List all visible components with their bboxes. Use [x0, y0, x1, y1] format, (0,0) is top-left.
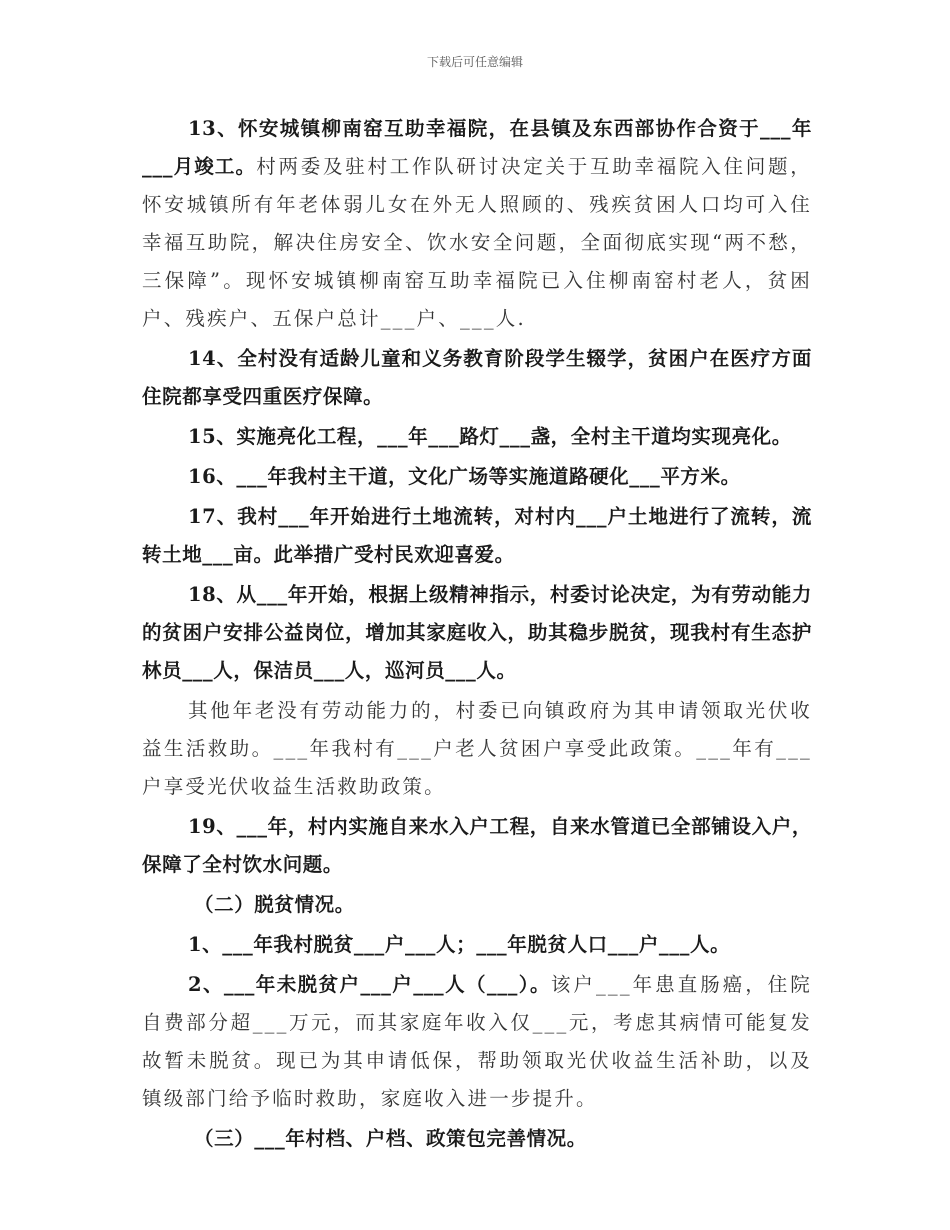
document-body	[142, 110, 812, 1160]
section-heading-3: （三）___年村档、户档、政策包完善情况。	[194, 1127, 587, 1150]
paragraph-13-rest: 村两委及驻村工作队研讨决定关于互助幸福院入住问题，怀安城镇所有年老体弱儿女在外无人照顾的、残疾贫困人口均可入住幸福互助院，解决住房安全、饮水安全问题，全面彻底实现“两不愁，三保障”。现怀安城镇柳南窑互助幸福院已入住柳南窑村老人，贫困户、残疾户、五保户总计___户、___人.	[142, 155, 812, 330]
paragraph-16: 16、___年我村主干道，文化广场等实施道路硬化___平方米。	[188, 465, 741, 488]
paragraph-15: 15、实施亮化工程，___年___路灯___盏，全村主干道均实现亮化。	[188, 425, 792, 448]
page-header: 下载后可任意编辑	[426, 55, 523, 69]
paragraph-13-bold: 13、怀安城镇柳南窑互助幸福院，在县镇及东西部协作合资于___年___月竣工。	[142, 117, 812, 178]
paragraph-19: 19、___年，村内实施自来水入户工程，自来水管道已全部铺设入户，保障了全村饮水问题。	[142, 815, 812, 876]
paragraph-17: 17、我村___年开始进行土地流转，对村内___户土地进行了流转，流转土地___亩。此举措广受村民欢迎喜爱。	[142, 505, 812, 566]
paragraph-18: 18、从___年开始，根据上级精神指示，村委讨论决定，为有劳动能力的贫困户安排公益岗位，增加其家庭收入，助其稳步脱贫，现我村有生态护林员___人，保洁员___人，巡河员___人。	[142, 583, 812, 682]
poverty-item-2-rest: 该户___年患直肠癌，住院自费部分超___万元，而其家庭年收入仅___元，考虑其病情可能复发故暂未脱贫。现已为其申请低保，帮助领取光伏收益生活补助，以及镇级部门给予临时救助，家庭收入进一步提升。	[142, 973, 812, 1110]
poverty-item-2-bold: 2、___年未脱贫户___户___人（___）。	[188, 973, 551, 996]
poverty-item-1: 1、___年我村脱贫___户___人；___年脱贫人口___户___人。	[188, 933, 731, 956]
paragraph-13	[142, 110, 812, 338]
section-heading-2: （二）脱贫情况。	[194, 893, 355, 916]
paragraph-18-continued: 其他年老没有劳动能力的，村委已向镇政府为其申请领取光伏收益生活救助。___年我村有___户老人贫困户享受此政策。___年有___户享受光伏收益生活救助政策。	[142, 699, 812, 798]
poverty-item-2	[142, 966, 812, 1118]
paragraph-14: 14、全村没有适龄儿童和义务教育阶段学生辍学，贫困户在医疗方面住院都享受四重医疗保障。	[142, 347, 812, 408]
